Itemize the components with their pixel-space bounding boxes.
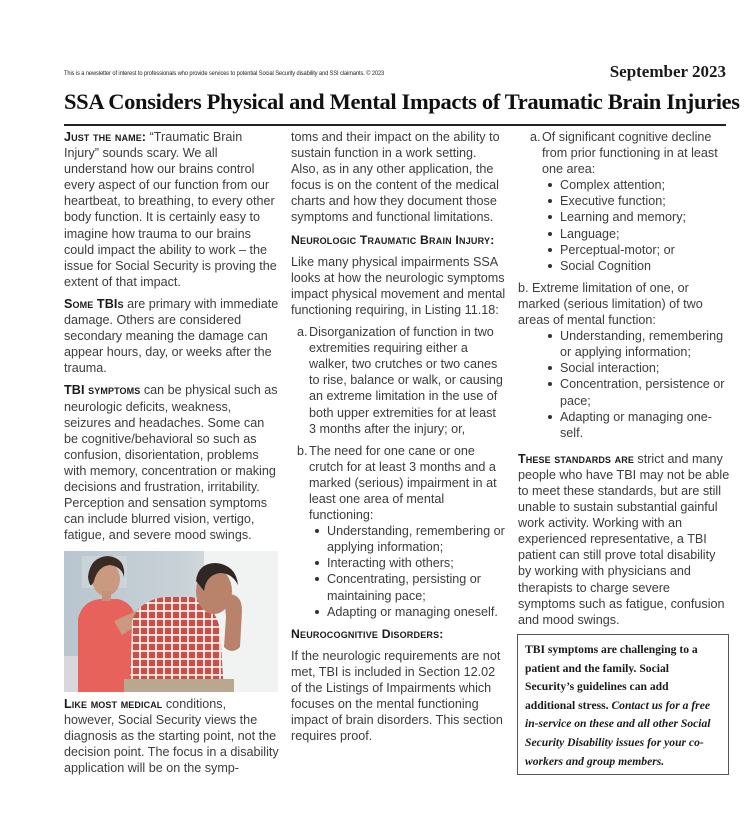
lead-in: Some TBIs bbox=[64, 296, 124, 311]
column-1 bbox=[64, 129, 279, 549]
paragraph-like-most-medical bbox=[64, 696, 279, 776]
bullet-dot-icon bbox=[315, 561, 319, 565]
bullet-item: Language; bbox=[518, 226, 730, 242]
criteria-item-a bbox=[518, 129, 730, 177]
subhead-neurocognitive-disorders: Neurocognitive Disorders: bbox=[291, 626, 444, 641]
listing-item-a bbox=[291, 324, 506, 437]
bullet-dot-icon bbox=[548, 215, 552, 219]
mental-function-bullets bbox=[291, 523, 506, 620]
bullet-item: Interacting with others; bbox=[291, 555, 506, 571]
bullet-dot-icon bbox=[548, 183, 552, 187]
bullet-dot-icon bbox=[548, 415, 552, 419]
headline-rule bbox=[64, 124, 726, 126]
lead-in: TBI symptoms bbox=[64, 383, 141, 398]
item-text: The need for one cane or one crutch for at least 3 months and a marked (serious) impairment in at least one area of mental functioning: bbox=[309, 443, 497, 523]
bullet-dot-icon bbox=[548, 248, 552, 252]
paragraph-listing-11-18: Like many physical impairments SSA looks at how the neurologic symptoms impact physical movement and mental functioning requiring, in Listing 11.18: bbox=[291, 254, 506, 317]
paragraph-these-standards bbox=[518, 451, 730, 628]
paragraph-text: conditions, however, Social Security views the diagnosis as the starting point, not the decision point. The focus in a disability application will be on the symp- bbox=[64, 697, 279, 776]
contact-callout-box bbox=[517, 634, 729, 775]
criteria-item-b: b. Extreme limitation of one, or marked (serious limitation) of two areas of mental function: bbox=[518, 280, 703, 328]
cognitive-domain-bullets bbox=[518, 177, 730, 274]
bullet-item: Concentration, persistence or pace; bbox=[518, 376, 730, 408]
item-text: Of significant cognitive decline from prior functioning in at least one area: bbox=[542, 130, 718, 177]
callout-text: TBI symptoms are challenging to a patient and the family. Social Security’s guidelines can add additional stress. bbox=[525, 643, 698, 712]
bullet-dot-icon bbox=[548, 264, 552, 268]
lead-in: Like most medical bbox=[64, 697, 163, 711]
bullet-item: Adapting or managing one-self. bbox=[518, 409, 730, 441]
issue-date: September 2023 bbox=[609, 62, 726, 81]
column-3 bbox=[518, 129, 730, 634]
mental-function-areas-bullets bbox=[518, 328, 730, 441]
listing-item-b bbox=[291, 443, 506, 523]
bullet-item: Learning and memory; bbox=[518, 209, 730, 225]
bullet-item: Perceptual-motor; or bbox=[518, 242, 730, 258]
subhead-neurologic-tbi: Neurologic Traumatic Brain Injury: bbox=[291, 232, 495, 247]
paragraph-section-12-02: If the neurologic requirements are not met, TBI is included in Section 12.02 of the Listings of Impairments which focuses on the mental functioning impact of brain disorders. This section requires proof. bbox=[291, 648, 503, 744]
bullet-item: Understanding, remembering or applying information; bbox=[518, 328, 730, 360]
bullet-item: Social Cognition bbox=[518, 258, 730, 274]
bullet-item: Adapting or managing oneself. bbox=[291, 604, 506, 620]
article-photo bbox=[64, 551, 278, 692]
headline: SSA Considers Physical and Mental Impacts of Traumatic Brain Injuries bbox=[64, 89, 740, 114]
bullet-item: Social interaction; bbox=[518, 360, 730, 376]
bullet-dot-icon bbox=[315, 529, 319, 533]
bullet-dot-icon bbox=[315, 577, 319, 581]
newsletter-tagline: This is a newsletter of interest to professionals who provide services to potential Social Security disability and SSI claimants. © 2023 bbox=[64, 70, 385, 77]
photo-couple-illustration bbox=[64, 551, 278, 692]
bullet-item: Executive function; bbox=[518, 193, 730, 209]
column-1-continued bbox=[64, 696, 279, 782]
bullet-dot-icon bbox=[315, 610, 319, 614]
paragraph-some-tbis bbox=[64, 296, 279, 376]
lead-in: Just the name: bbox=[64, 130, 147, 144]
lead-in: These standards are bbox=[518, 451, 634, 466]
callout-contact-text: Contact us for a free in-service on these and all other Social Security Disability issues for your co-workers and group members. bbox=[525, 698, 711, 768]
bullet-dot-icon bbox=[548, 199, 552, 203]
paragraph-tbi-symptoms bbox=[64, 382, 279, 543]
item-text: Disorganization of function in two extremities requiring either a walker, two crutches or two canes to rise, balance or walk, or causing an extreme limitation in the use of both upper extremities for at least 3 months after the injury; or, bbox=[309, 325, 503, 436]
paragraph-symptoms-impact: toms and their impact on the ability to sustain function in a work setting. Also, as in any other application, the focus is on the content of the medical charts and how they document those symptoms and functional limitations. bbox=[291, 130, 500, 225]
item-marker: a. bbox=[297, 325, 308, 340]
paragraph-just-the-name bbox=[64, 129, 279, 290]
column-2 bbox=[291, 129, 506, 750]
item-marker: b. bbox=[297, 443, 308, 458]
bullet-dot-icon bbox=[548, 232, 552, 236]
bullet-item: Concentrating, persisting or maintaining pace; bbox=[291, 571, 506, 603]
bullet-item: Complex attention; bbox=[518, 177, 730, 193]
paragraph-text: are primary with immediate damage. Others are considered secondary meaning the damage can appear hours, day, or weeks after the trauma. bbox=[64, 296, 279, 376]
paragraph-text: strict and many people who have TBI may not be able to meet these standards, but are still unable to sustain substantial gainful work activity. Working with an experienced representative, a TBI patient can still prove total disability by working with physicians and therapists to charge severe symptoms such as fatigue, confusion and mood swings. bbox=[518, 451, 730, 627]
paragraph-text: “Traumatic Brain Injury” sounds scary. We all understand how our brains control every aspect of our function from our heartbeat, to breathing, to every other body function. It is certainly easy to imagine how trauma to our brains could impact the ability to work – the issue for Social Security is proving the extent of that impact. bbox=[64, 130, 277, 289]
bullet-item: Understanding, remembering or applying information; bbox=[291, 523, 506, 555]
bullet-dot-icon bbox=[548, 334, 552, 338]
bullet-dot-icon bbox=[548, 382, 552, 386]
paragraph-text: can be physical such as neurologic deficits, weakness, seizures and headaches. Some can be cognitive/behavioral so such as confusion, disorientation, problems with memory, concentration or making decisions and frustration, irritability. Perception and sensation symptoms can include blurred vision, vertigo, fatigue, and severe mood swings. bbox=[64, 383, 278, 543]
bullet-dot-icon bbox=[548, 366, 552, 370]
item-marker: a. bbox=[530, 130, 541, 144]
